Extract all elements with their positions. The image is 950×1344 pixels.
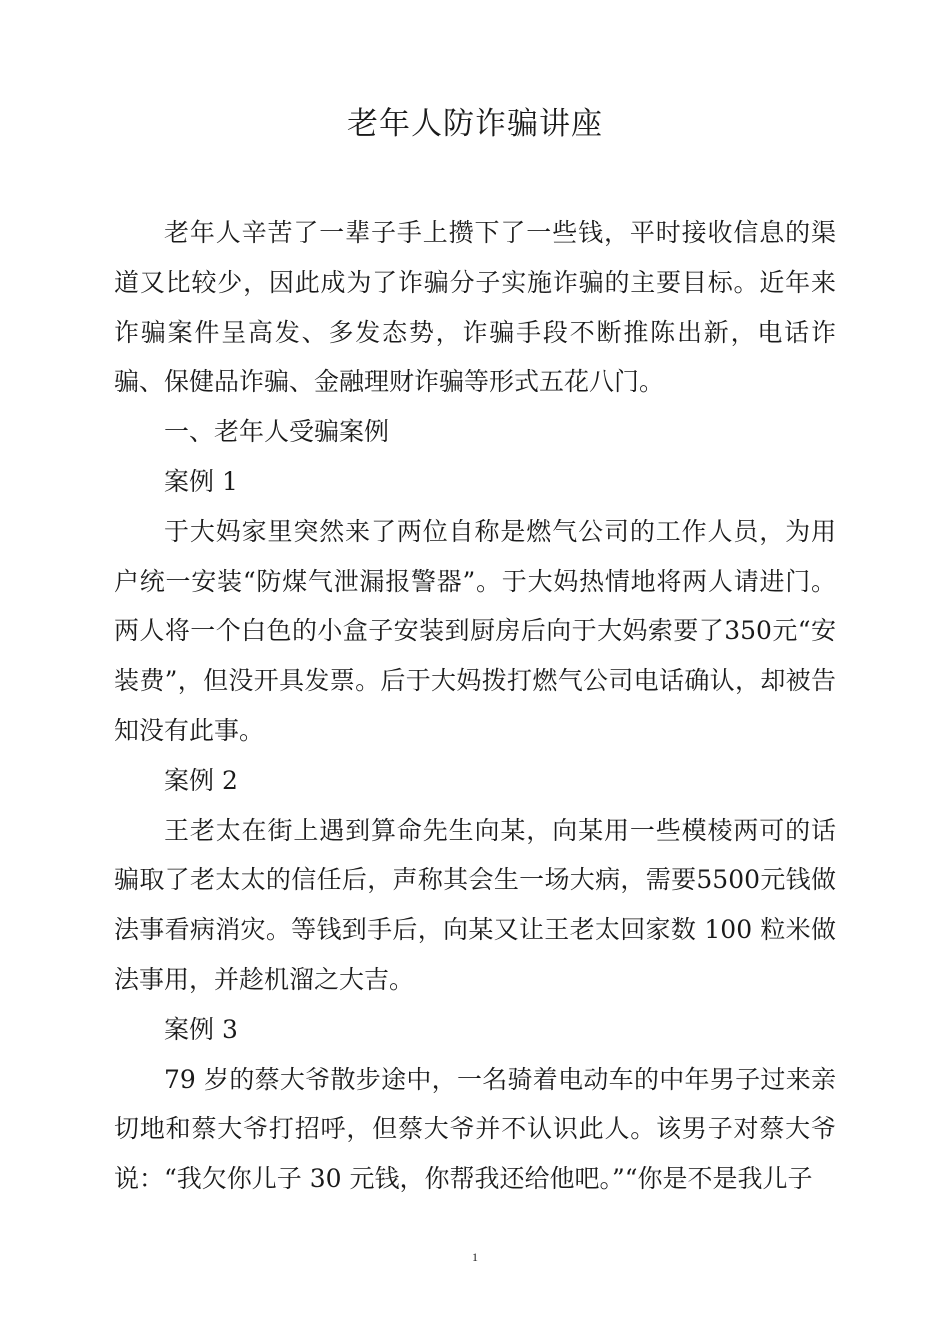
document-title: 老年人防诈骗讲座: [347, 106, 603, 142]
case-heading-2: 案例 2: [164, 765, 238, 795]
paragraph-case-1: 于大妈家里突然来了两位自称是燃气公司的工作人员，为用户统一安装“防煤气泄漏报警器”。于大妈热情地将两人请进门。两人将一个白色的小盒子安装到厨房后向于大妈索要了350元“安装费”，但没开具发票。后于大妈拨打燃气公司电话确认，却被告知没有此事。: [114, 516, 836, 745]
case-heading-3: 案例 3: [164, 1014, 238, 1044]
paragraph-case-3: 79 岁的蔡大爷散步途中，一名骑着电动车的中年男子过来亲切地和蔡大爷打招呼，但蔡大爷并不认识此人。该男子对蔡大爷说：“我欠你儿子 30 元钱，你帮我还给他吧。”“你是不是我儿子: [114, 1064, 836, 1194]
case-heading-1: 案例 1: [164, 466, 238, 496]
paragraph-case-2: 王老太在街上遇到算命先生向某，向某用一些模棱两可的话骗取了老太太的信任后，声称其会生一场大病，需要5500元钱做法事看病消灾。等钱到手后，向某又让王老太回家数 100 粒米做法事用，并趁机溜之大吉。: [114, 815, 836, 994]
document-body: [114, 208, 836, 1204]
page-number: 1: [472, 1250, 478, 1264]
paragraph-intro: 老年人辛苦了一辈子手上攒下了一些钱，平时接收信息的渠道又比较少，因此成为了诈骗分子实施诈骗的主要目标。近年来诈骗案件呈高发、多发态势，诈骗手段不断推陈出新，电话诈骗、保健品诈骗、金融理财诈骗等形式五花八门。: [114, 218, 836, 397]
section-heading: 一、老年人受骗案例: [164, 417, 390, 447]
